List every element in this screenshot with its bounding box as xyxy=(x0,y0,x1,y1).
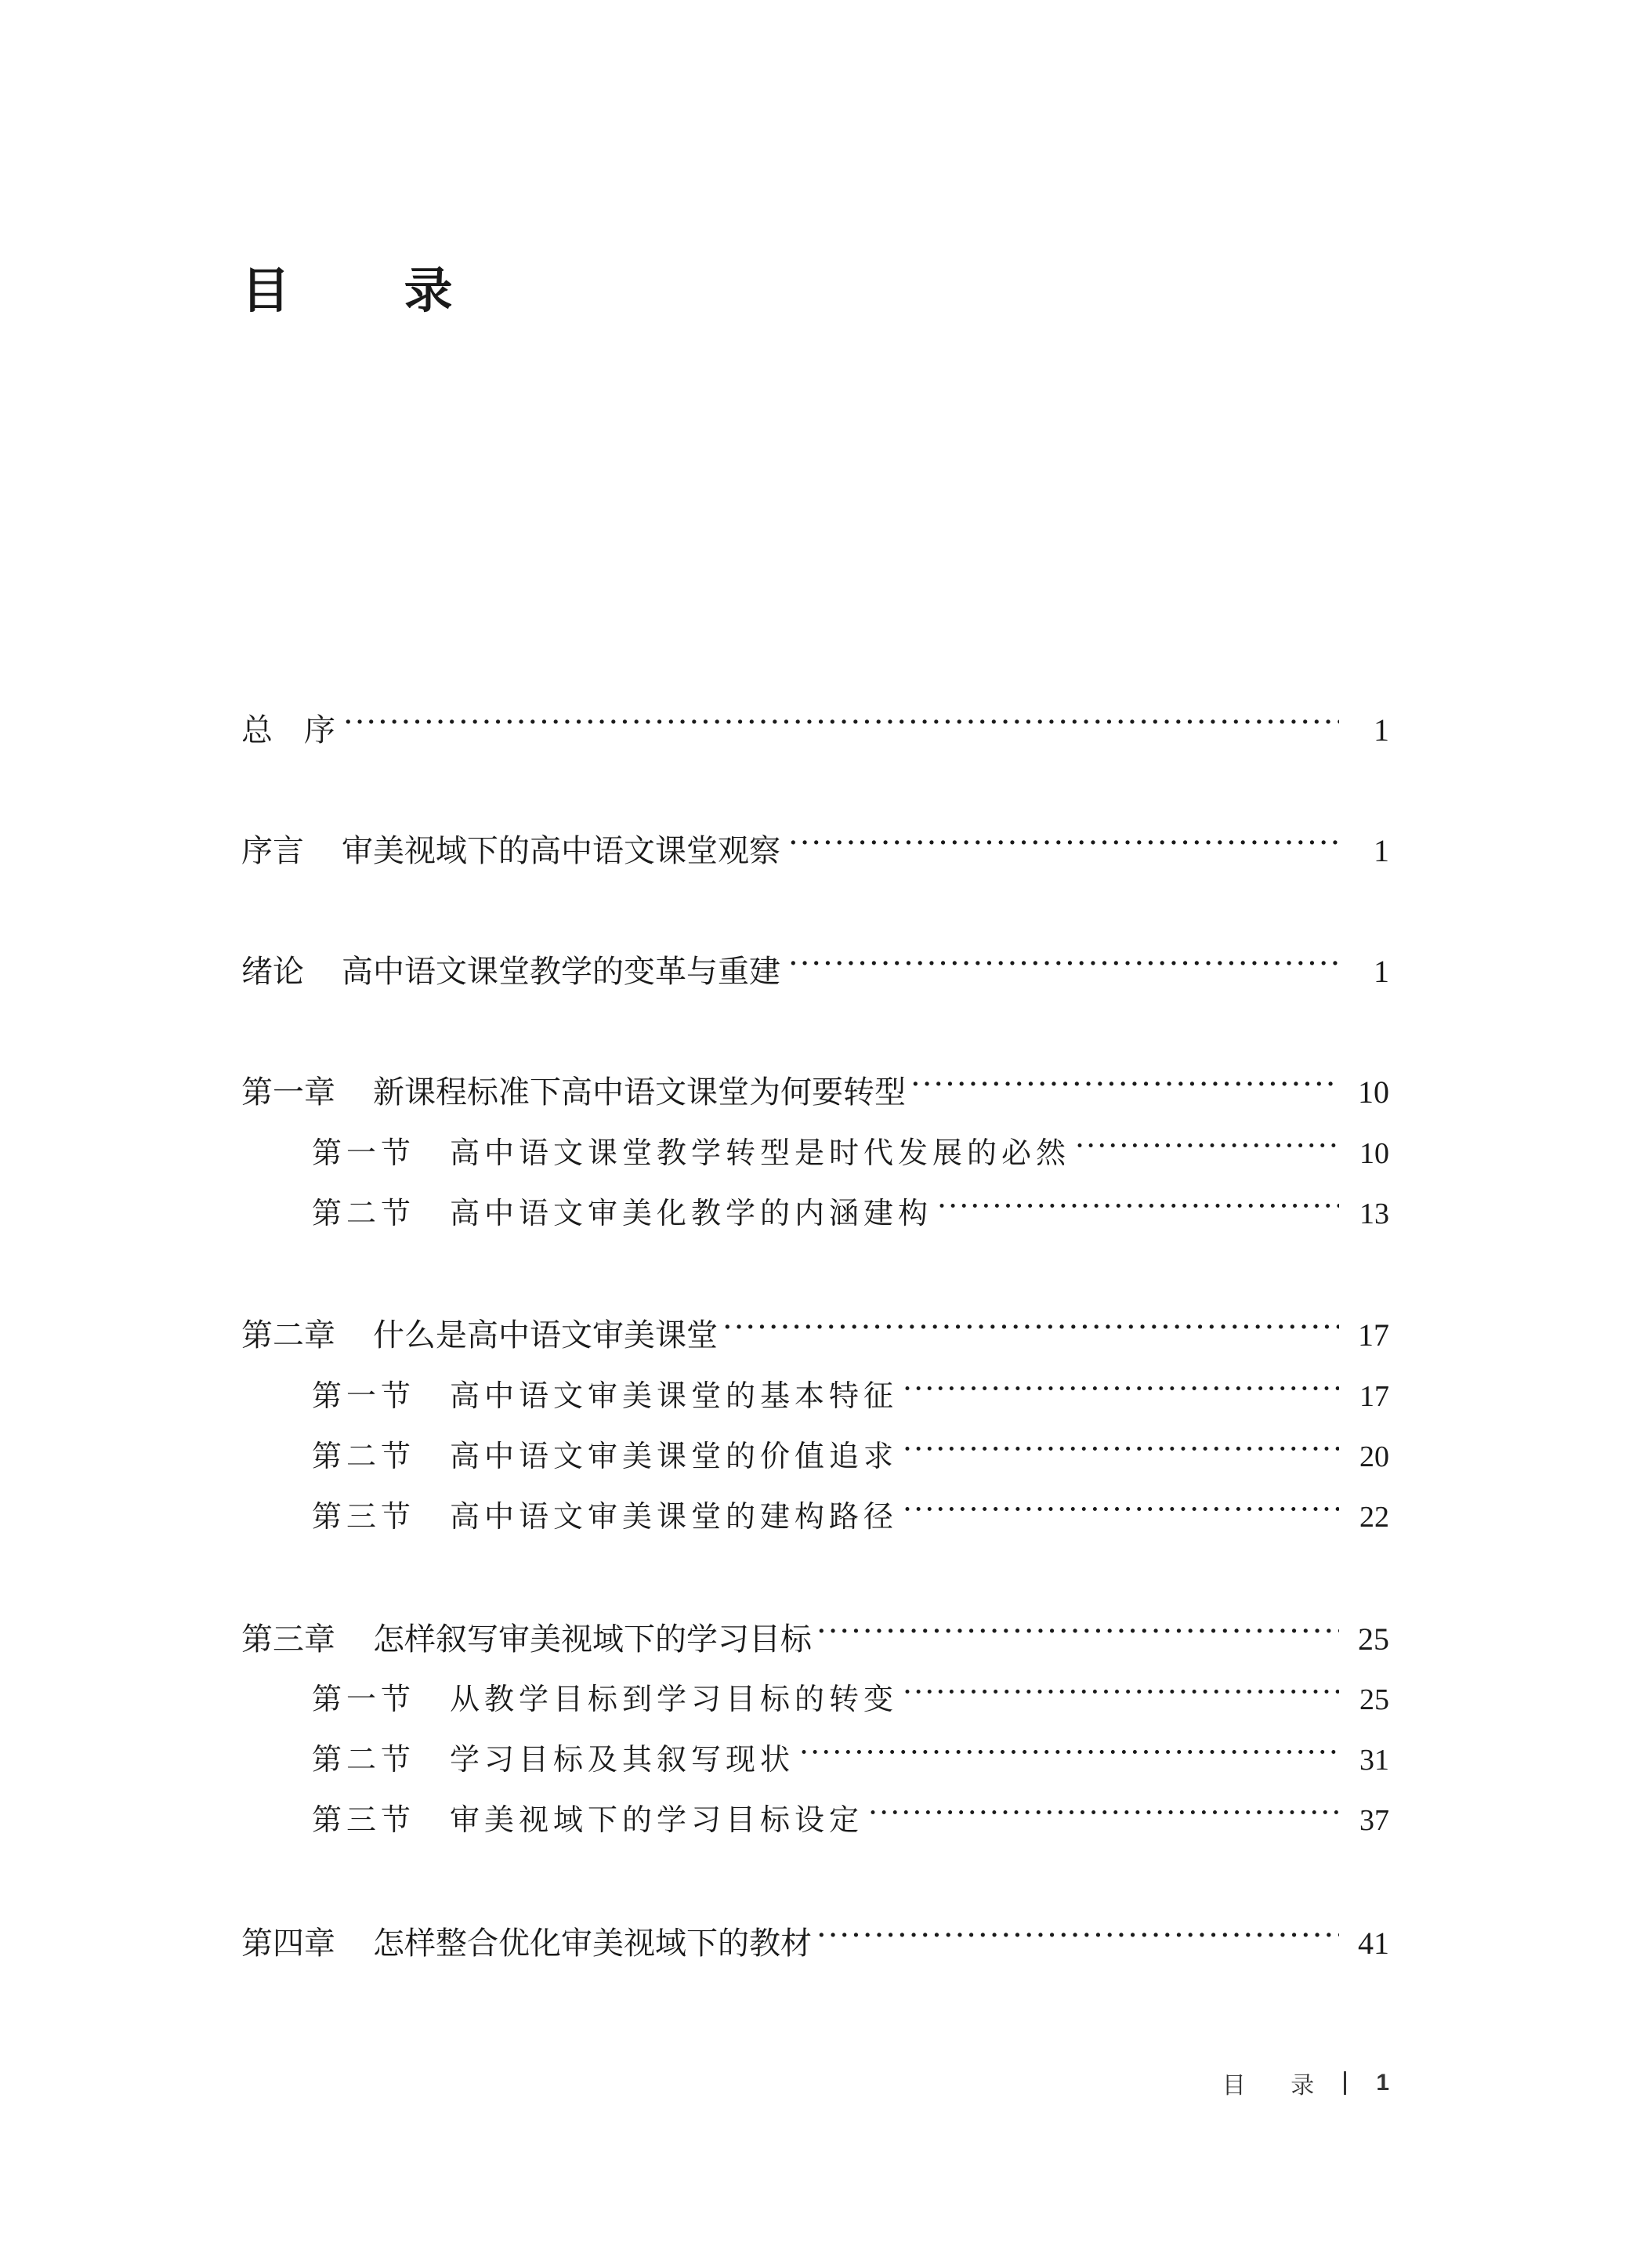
toc-entry-title: 高中语文审美课堂的建构路径 xyxy=(450,1499,899,1534)
toc-entry-ch1-sec2[interactable] xyxy=(312,1192,1389,1235)
toc-entry-preface-general[interactable] xyxy=(241,708,1389,752)
dot-leader xyxy=(903,1437,1339,1466)
toc-entry-title: 学习目标及其叙写现状 xyxy=(450,1742,795,1777)
toc-entry-ch3-sec2[interactable] xyxy=(312,1738,1389,1781)
toc-entry-label: 第三节 xyxy=(312,1802,416,1837)
running-title: 目 录 xyxy=(1222,2072,1334,2100)
toc-entry-page: 1 xyxy=(1374,712,1389,748)
toc-entry-page: 22 xyxy=(1359,1501,1389,1534)
toc-entry-title: 高中语文审美化教学的内涵建构 xyxy=(450,1196,933,1230)
toc-entry-title: 高中语文课堂教学转型是时代发展的必然 xyxy=(450,1136,1071,1170)
toc-entry-chapter-3[interactable] xyxy=(241,1618,1389,1661)
toc-entry-label: 第三节 xyxy=(312,1499,416,1534)
toc-entry-page: 1 xyxy=(1374,833,1389,868)
toc-entry-label: 第二节 xyxy=(312,1742,416,1777)
toc-entry-ch2-sec3[interactable] xyxy=(312,1495,1389,1538)
toc-entry-title: 高中语文审美课堂的基本特征 xyxy=(450,1379,899,1413)
dot-leader xyxy=(910,1071,1339,1103)
toc-entry-ch3-sec3[interactable] xyxy=(312,1799,1389,1842)
toc-entry-title: 怎样叙写审美视域下的学习目标 xyxy=(373,1621,812,1658)
toc-entry-label: 序言 xyxy=(241,833,304,869)
toc-entry-chapter-4[interactable] xyxy=(241,1922,1389,1965)
dot-leader xyxy=(937,1194,1339,1223)
toc-entry-label: 第三章 xyxy=(241,1621,335,1658)
toc-entry-title: 什么是高中语文审美课堂 xyxy=(373,1317,718,1353)
dot-leader xyxy=(799,1740,1339,1770)
toc-entry-label: 第一章 xyxy=(241,1074,335,1110)
toc-entry-label: 第四章 xyxy=(241,1926,335,1962)
toc-entry-page: 13 xyxy=(1359,1197,1389,1230)
toc-entry-page: 41 xyxy=(1358,1926,1389,1961)
toc-entry-page: 37 xyxy=(1359,1804,1389,1837)
dot-leader xyxy=(816,1922,1339,1954)
toc-entry-introduction[interactable] xyxy=(241,950,1389,994)
toc-entry-title: 审美视域下的高中语文课堂观察 xyxy=(342,833,780,869)
toc-entry-title: 怎样整合优化审美视域下的教材 xyxy=(373,1926,812,1962)
toc-entry-title: 从教学目标到学习目标的转变 xyxy=(450,1682,899,1716)
toc-entry-page: 17 xyxy=(1358,1317,1389,1353)
dot-leader xyxy=(788,951,1339,982)
page-number: 1 xyxy=(1376,2070,1389,2096)
toc-entry-ch1-sec1[interactable] xyxy=(312,1132,1389,1175)
toc-entry-page: 10 xyxy=(1358,1074,1389,1110)
toc-entry-title: 高中语文审美课堂的价值追求 xyxy=(450,1439,899,1473)
dot-leader xyxy=(903,1376,1339,1406)
toc-entry-ch3-sec1[interactable] xyxy=(312,1678,1389,1721)
toc-entry-page: 17 xyxy=(1359,1380,1389,1413)
toc-entry-page: 31 xyxy=(1359,1744,1389,1777)
toc-entry-chapter-1[interactable] xyxy=(241,1071,1389,1114)
toc-entry-foreword[interactable] xyxy=(241,829,1389,873)
footer-divider xyxy=(1344,2071,1346,2095)
toc-entry-label: 第二章 xyxy=(241,1317,335,1353)
toc-entry-page: 10 xyxy=(1359,1137,1389,1170)
toc-entry-label: 第二节 xyxy=(312,1196,416,1230)
toc-entry-label: 总 序 xyxy=(241,712,335,748)
dot-leader xyxy=(1075,1133,1339,1163)
toc-entry-title: 高中语文课堂教学的变革与重建 xyxy=(342,954,780,990)
toc-entry-title: 审美视域下的学习目标设定 xyxy=(450,1802,864,1837)
toc-entry-chapter-2[interactable] xyxy=(241,1313,1389,1357)
toc-entry-label: 绪论 xyxy=(241,954,304,990)
toc-entry-page: 20 xyxy=(1359,1440,1389,1473)
dot-leader xyxy=(903,1497,1339,1527)
toc-entry-page: 1 xyxy=(1374,954,1389,989)
dot-leader xyxy=(868,1800,1339,1830)
toc-entry-ch2-sec1[interactable] xyxy=(312,1375,1389,1418)
page-title: 目 录 xyxy=(241,262,501,319)
toc-entry-ch2-sec2[interactable] xyxy=(312,1435,1389,1478)
dot-leader xyxy=(816,1618,1339,1650)
toc-entry-label: 第二节 xyxy=(312,1439,416,1473)
toc-entry-title: 新课程标准下高中语文课堂为何要转型 xyxy=(373,1074,906,1110)
page-footer xyxy=(1222,2066,1389,2100)
toc-entry-page: 25 xyxy=(1358,1621,1389,1657)
dot-leader xyxy=(722,1314,1339,1346)
dot-leader xyxy=(903,1679,1339,1709)
dot-leader xyxy=(788,830,1339,861)
toc-entry-label: 第一节 xyxy=(312,1379,416,1413)
toc-entry-page: 25 xyxy=(1359,1683,1389,1716)
dot-leader xyxy=(343,709,1339,741)
toc-entry-label: 第一节 xyxy=(312,1682,416,1716)
toc-entry-label: 第一节 xyxy=(312,1136,416,1170)
